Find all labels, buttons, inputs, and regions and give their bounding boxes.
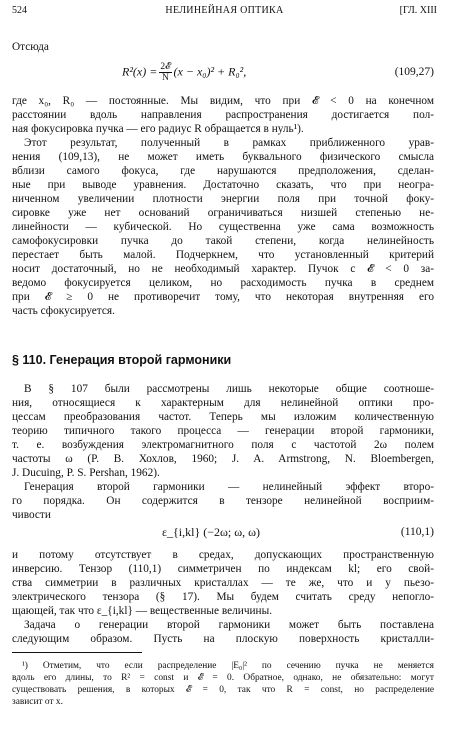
text-line: т. е. возбуждения электромагнитного поля с частотой 2ω полем xyxy=(12,439,434,451)
text-line: линейности — кубической. Но существенна уже сама возможность xyxy=(12,221,434,233)
text-line: теорию типичного такого процесса — генерации второй гармоники, xyxy=(12,425,434,437)
eq-lhs: R²(x) = xyxy=(122,64,158,79)
text-line: часть сфокусируется. xyxy=(12,305,115,317)
text-line: ниченном увеличении плотности энергии поля при точной фоку- xyxy=(12,193,434,205)
text-line: вблизи самого фокуса, где нарушаются предположения, сделан- xyxy=(12,165,434,177)
equation-109-27 xyxy=(12,62,434,84)
text-line: ства симметрии в различных кристаллах — те же, что и у пьезо- xyxy=(12,577,434,589)
text-line: и потому отсутствует в средах, допускающих пространственную xyxy=(12,549,434,561)
text-line: где x₀, R₀ — постоянные. Мы видим, что при 𝓔 < 0 на конечном xyxy=(12,95,434,107)
text-line: ведомо фокусируется целиком, но расходимость пучка в среднем xyxy=(12,277,434,289)
text-line: следующим образом. Пусть на плоскую поверхность кристалли- xyxy=(12,633,434,645)
text-line: цессам преобразования частот. Теперь мы изложим количественную xyxy=(12,411,434,423)
equation-110-1 xyxy=(12,522,434,544)
footnote-line: зависит от x. xyxy=(12,697,63,707)
text-line: чивости xyxy=(12,509,51,521)
text-line: инверсию. Тензор (110,1) симметричен по индексам kl; его свой- xyxy=(12,563,434,575)
word-otsyuda: Отсюда xyxy=(12,41,49,53)
page-number: 524 xyxy=(12,5,27,16)
text-line: электрического тензора (§ 17). Мы будем считать среду непогло- xyxy=(12,591,434,603)
text-line: В § 107 были рассмотрены лишь некоторые общие соотноше- xyxy=(24,383,434,395)
text-line: Задача о генерации второй гармоники может быть поставлена xyxy=(24,619,434,631)
text-line: самофокусировки пучка до такой степени, когда нелинейность xyxy=(12,235,434,247)
text-line: нения (109,13), не может иметь буквального физического смысла xyxy=(12,151,434,163)
footnote-line: ¹) Отметим, что если распределение |E₀|² по сечению пучка не меняется xyxy=(22,661,434,671)
text-line: го порядка. Он содержится в тензоре нелинейной восприим- xyxy=(12,495,434,507)
text-line: расстоянии вдоль направления распространения достигается пол- xyxy=(12,109,434,121)
text-line: Этот результат, полученный в рамках приближенного урав- xyxy=(24,137,434,149)
eq-frac-den: N xyxy=(162,73,169,83)
equation-number: (109,27) xyxy=(394,66,434,78)
text-line: Генерация второй гармоники — нелинейный эффект второ- xyxy=(24,481,434,493)
running-header xyxy=(12,4,437,18)
eq-frac-num: 2𝓔 xyxy=(160,62,171,72)
text-line: носит достаточный, но не необходимый характер. Пучок с 𝓔 < 0 за- xyxy=(12,263,434,275)
text-line: ная фокусировка пучка — его радиус R обращается в нуль¹). xyxy=(12,123,304,135)
text-line: сировке уже нет оснований ограничиваться низшей степенью не- xyxy=(12,207,434,219)
text-line: ния, относящиеся к характерным для нелинейной оптики про- xyxy=(12,397,434,409)
eq-rhs: (x − x₀)² + R₀², xyxy=(173,64,247,79)
footnote-line: вдоль его длины, то R² = const и 𝓔 = 0. Обратное, однако, не обязательно: могут xyxy=(12,673,434,683)
text-line: перестает быть малой. Подчеркнем, что установленный критерий xyxy=(12,249,434,261)
text-line: щающей, так что ε_{i,kl} — вещественные величины. xyxy=(12,605,273,617)
running-title: НЕЛИНЕЙНАЯ ОПТИКА xyxy=(165,5,284,16)
equation-110-1-body: ε_{i,kl} (−2ω; ω, ω) xyxy=(162,525,261,539)
footnote-line: существовать решения, в которых 𝓔 = 0, так что R = const, но распределение xyxy=(12,685,434,695)
chapter-label: [ГЛ. XIII xyxy=(399,5,437,16)
eq-fraction xyxy=(159,62,171,83)
equation-number: (110,1) xyxy=(400,526,434,538)
text-line: при 𝓔 ≥ 0 не противоречит тому, что некоторая внутренняя его xyxy=(12,291,434,303)
footnote-rule xyxy=(12,652,142,653)
equation-109-27-body xyxy=(122,62,246,83)
section-title: § 110. Генерация второй гармоники xyxy=(12,353,232,367)
text-line: ные при выводе уравнения. Достаточно сказать, что при неогра- xyxy=(12,179,434,191)
text-line: J. Ducuing, P. S. Pershan, 1962). xyxy=(12,467,160,479)
text-line: частоты ω (P. B. Хохлов, 1960; J. A. Armstrong, N. Bloembergen, xyxy=(12,453,434,465)
